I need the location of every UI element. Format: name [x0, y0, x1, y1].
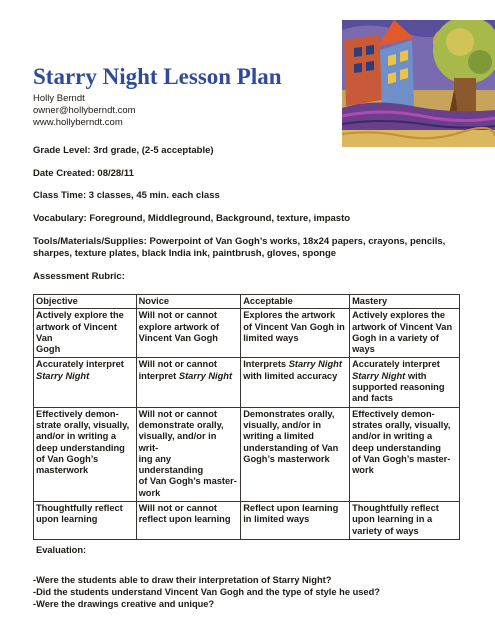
grade-level: Grade Level: 3rd grade, (2-5 acceptable) [33, 145, 214, 156]
cell-objective: Accurately interpret Starry Night [34, 358, 137, 407]
cell-acceptable: Demonstrates orally, visually, and/or in writing a limited understanding of Van Gogh’s masterwork [241, 407, 350, 501]
rubric-row [34, 502, 460, 540]
page-title: Starry Night Lesson Plan [33, 64, 282, 89]
evaluation-question: -Were the students able to draw their interpretation of Starry Night? [33, 575, 332, 585]
class-time: Class Time: 3 classes, 45 min. each class [33, 190, 220, 201]
student-artwork-image [342, 20, 495, 147]
starry-night-drawing [342, 20, 495, 147]
cell-acceptable: Interprets Starry Night with limited accuracy [241, 358, 350, 407]
cell-acceptable: Explores the artwork of Vincent Van Gogh in limited ways [241, 309, 350, 358]
evaluation-label: Evaluation: [36, 545, 87, 555]
rubric-row [34, 358, 460, 407]
evaluation-question: -Were the drawings creative and unique? [33, 599, 215, 609]
header-novice: Novice [136, 295, 241, 309]
rubric-header-row [34, 295, 460, 309]
cell-objective: Actively explore the artwork of Vincent Van Gogh [34, 309, 137, 358]
rubric-row [34, 407, 460, 501]
tools-materials-line-1: Tools/Materials/Supplies: Powerpoint of Van Gogh’s works, 18x24 papers, crayons, pencils, [33, 236, 446, 247]
cell-novice: Will not or cannot demonstrate orally, visually, and/or in writ- ing any understanding of Van Gogh’s master- work [136, 407, 241, 501]
author-website: www.hollyberndt.com [33, 117, 123, 128]
cell-novice: Will not or cannot reflect upon learning [136, 502, 241, 540]
header-mastery: Mastery [350, 295, 460, 309]
cell-mastery: Accurately interpret Starry Night with supported reasoning and facts [350, 358, 460, 407]
author-block [33, 93, 136, 129]
cell-acceptable: Reflect upon learning in limited ways [241, 502, 350, 540]
cell-mastery: Effectively demon- strates orally, visually, and/or in writing a deep understanding of Van Gogh’s master- work [350, 407, 460, 501]
date-created: Date Created: 08/28/11 [33, 168, 134, 179]
cell-novice: Will not or cannot interpret Starry Night [136, 358, 241, 407]
vocabulary: Vocabulary: Foreground, Middleground, Background, texture, impasto [33, 213, 351, 224]
cell-objective: Thoughtfully reflect upon learning [34, 502, 137, 540]
assessment-rubric-table [33, 294, 460, 540]
tools-materials-line-2: sharpes, texture plates, black India ink, paintbrush, gloves, sponge [33, 248, 337, 259]
cell-mastery: Thoughtfully reflect upon learning in a variety of ways [350, 502, 460, 540]
cell-novice: Will not or cannot explore artwork of Vincent Van Gogh [136, 309, 241, 358]
header-acceptable: Acceptable [241, 295, 350, 309]
cell-mastery: Actively explores the artwork of Vincent Van Gogh in a variety of ways [350, 309, 460, 358]
author-email: owner@hollyberndt.com [33, 105, 136, 116]
rubric-row [34, 309, 460, 358]
evaluation-question: -Did the students understand Vincent Van Gogh and the type of style he used? [33, 587, 380, 597]
assessment-rubric-label: Assessment Rubric: [33, 271, 125, 282]
header-objective: Objective [34, 295, 137, 309]
author-name: Holly Berndt [33, 93, 85, 104]
cell-objective: Effectively demon- strate orally, visually, and/or in writing a deep understanding of Van Gogh’s masterwork [34, 407, 137, 501]
